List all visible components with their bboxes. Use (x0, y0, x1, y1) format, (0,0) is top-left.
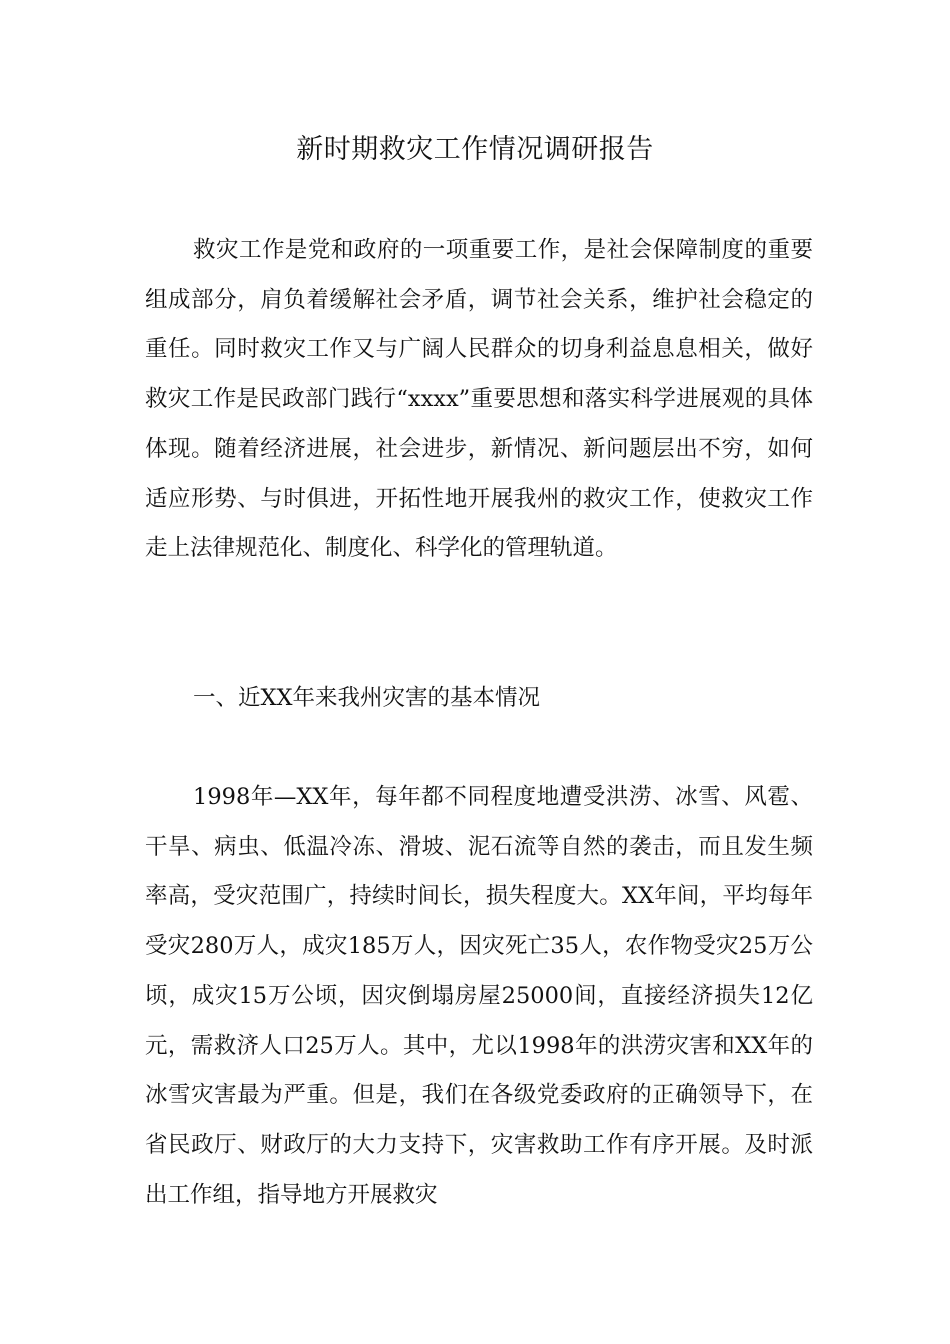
section-heading: 一、近XX年来我州灾害的基本情况 (193, 685, 541, 711)
document-title: 新时期救灾工作情况调研报告 (296, 134, 654, 165)
intro-paragraph: 救灾工作是党和政府的一项重要工作，是社会保障制度的重要组成部分，肩负着缓解社会矛盾，调节社会关系，维护社会稳定的重任。同时救灾工作又与广阔人民群众的切身利益息息相关，做好救灾工作是民政部门践行“xxxx”重要思想和落实科学进展观的具体体现。随着经济进展，社会进步，新情况、新问题层出不穷，如何适应形势、与时俱进，开拓性地开展我州的救灾工作，使救灾工作走上法律规范化、制度化、科学化的管理轨道。 (145, 237, 813, 562)
section-paragraph: 1998年—XX年，每年都不同程度地遭受洪涝、冰雪、风雹、干旱、病虫、低温冷冻、滑坡、泥石流等自然的袭击，而且发生频率高，受灾范围广，持续时间长，损失程度大。XX年间，平均每年受灾280万人，成灾185万人，因灾死亡35人，农作物受灾25万公顷，成灾15万公顷，因灾倒塌房屋25000间，直接经济损失12亿元，需救济人口25万人。其中，尤以1998年的洪涝灾害和XX年的冰雪灾害最为严重。但是，我们在各级党委政府的正确领导下，在省民政厅、财政厅的大力支持下，灾害救助工作有序开展。及时派出工作组，指导地方开展救灾 (145, 784, 813, 1208)
